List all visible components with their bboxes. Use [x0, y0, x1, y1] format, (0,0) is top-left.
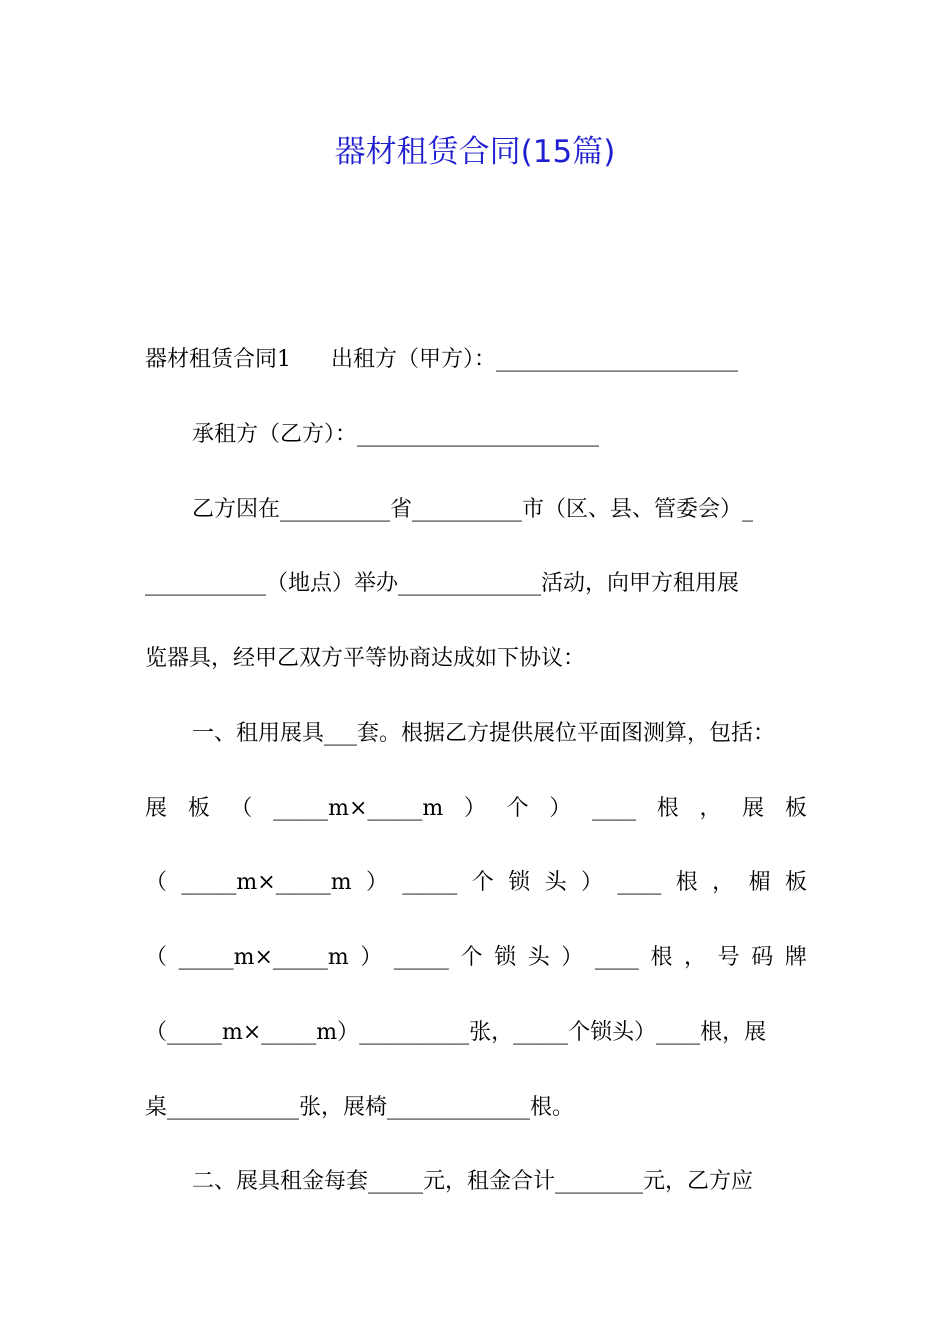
text-segment: 个: [506, 796, 529, 821]
text-segment: 锁: [508, 870, 531, 895]
text-segment: ）: [549, 796, 572, 821]
text-segment: 展: [742, 796, 765, 821]
text-segment: ____: [594, 945, 639, 970]
lessor-field: 出租方（甲方）：______________________: [331, 347, 739, 372]
text-segment: ，: [712, 870, 735, 895]
text-segment: 锁: [494, 945, 517, 970]
line-6: 一、租用展具___套。根据乙方提供展位平面图测算，包括：: [192, 721, 776, 746]
line-10: （_____m×_____m）__________张，_____个锁头）____根，展: [145, 1020, 767, 1045]
text-segment: 根: [675, 870, 698, 895]
text-segment: 楣: [748, 870, 771, 895]
text-segment: ，: [699, 796, 722, 821]
text-segment: （: [145, 945, 168, 970]
line-4: ___________（地点）举办_____________活动，向甲方租用展: [145, 571, 740, 596]
text-segment: _____m×_____m: [181, 870, 352, 895]
text-segment: _____m×_____m: [273, 796, 444, 821]
text-segment: 码: [751, 945, 774, 970]
text-segment: _____: [393, 945, 449, 970]
line-12: 二、展具租金每套_____元，租金合计________元，乙方应: [192, 1169, 754, 1194]
text-segment: 根: [650, 945, 673, 970]
line-7: [145, 792, 807, 826]
text-segment: _____m×_____m: [178, 945, 349, 970]
text-segment: （: [230, 796, 253, 821]
text-segment: ）: [360, 945, 383, 970]
text-segment: ____: [592, 796, 637, 821]
text-segment: 板: [784, 796, 807, 821]
text-segment: 牌: [784, 945, 807, 970]
text-segment: 板: [784, 870, 807, 895]
line-2: 承租方（乙方）：______________________: [192, 422, 600, 447]
text-segment: 个: [471, 870, 494, 895]
line-3: 乙方因在__________省__________市（区、县、管委会）_: [192, 497, 754, 522]
text-segment: ）: [463, 796, 486, 821]
line-1: [145, 343, 807, 377]
contract-heading: 器材租赁合同1: [145, 347, 291, 372]
text-segment: ）: [365, 870, 388, 895]
text-segment: ，: [684, 945, 707, 970]
text-segment: 头: [544, 870, 567, 895]
text-segment: 根: [656, 796, 679, 821]
text-segment: ）: [580, 870, 603, 895]
line-5: 览器具，经甲乙双方平等协商达成如下协议：: [145, 646, 586, 671]
text-segment: 号: [717, 945, 740, 970]
text-segment: ____: [617, 870, 662, 895]
text-segment: 展: [145, 796, 168, 821]
line-8: [145, 866, 807, 900]
text-segment: 个: [460, 945, 483, 970]
text-segment: ）: [561, 945, 584, 970]
document-title: 器材租赁合同(15篇): [334, 134, 616, 170]
text-segment: 板: [187, 796, 210, 821]
line-11: 桌____________张，展椅_____________根。: [145, 1095, 575, 1120]
line-9: [145, 941, 807, 975]
text-segment: 头: [527, 945, 550, 970]
text-segment: （: [145, 870, 168, 895]
text-segment: _____: [402, 870, 458, 895]
